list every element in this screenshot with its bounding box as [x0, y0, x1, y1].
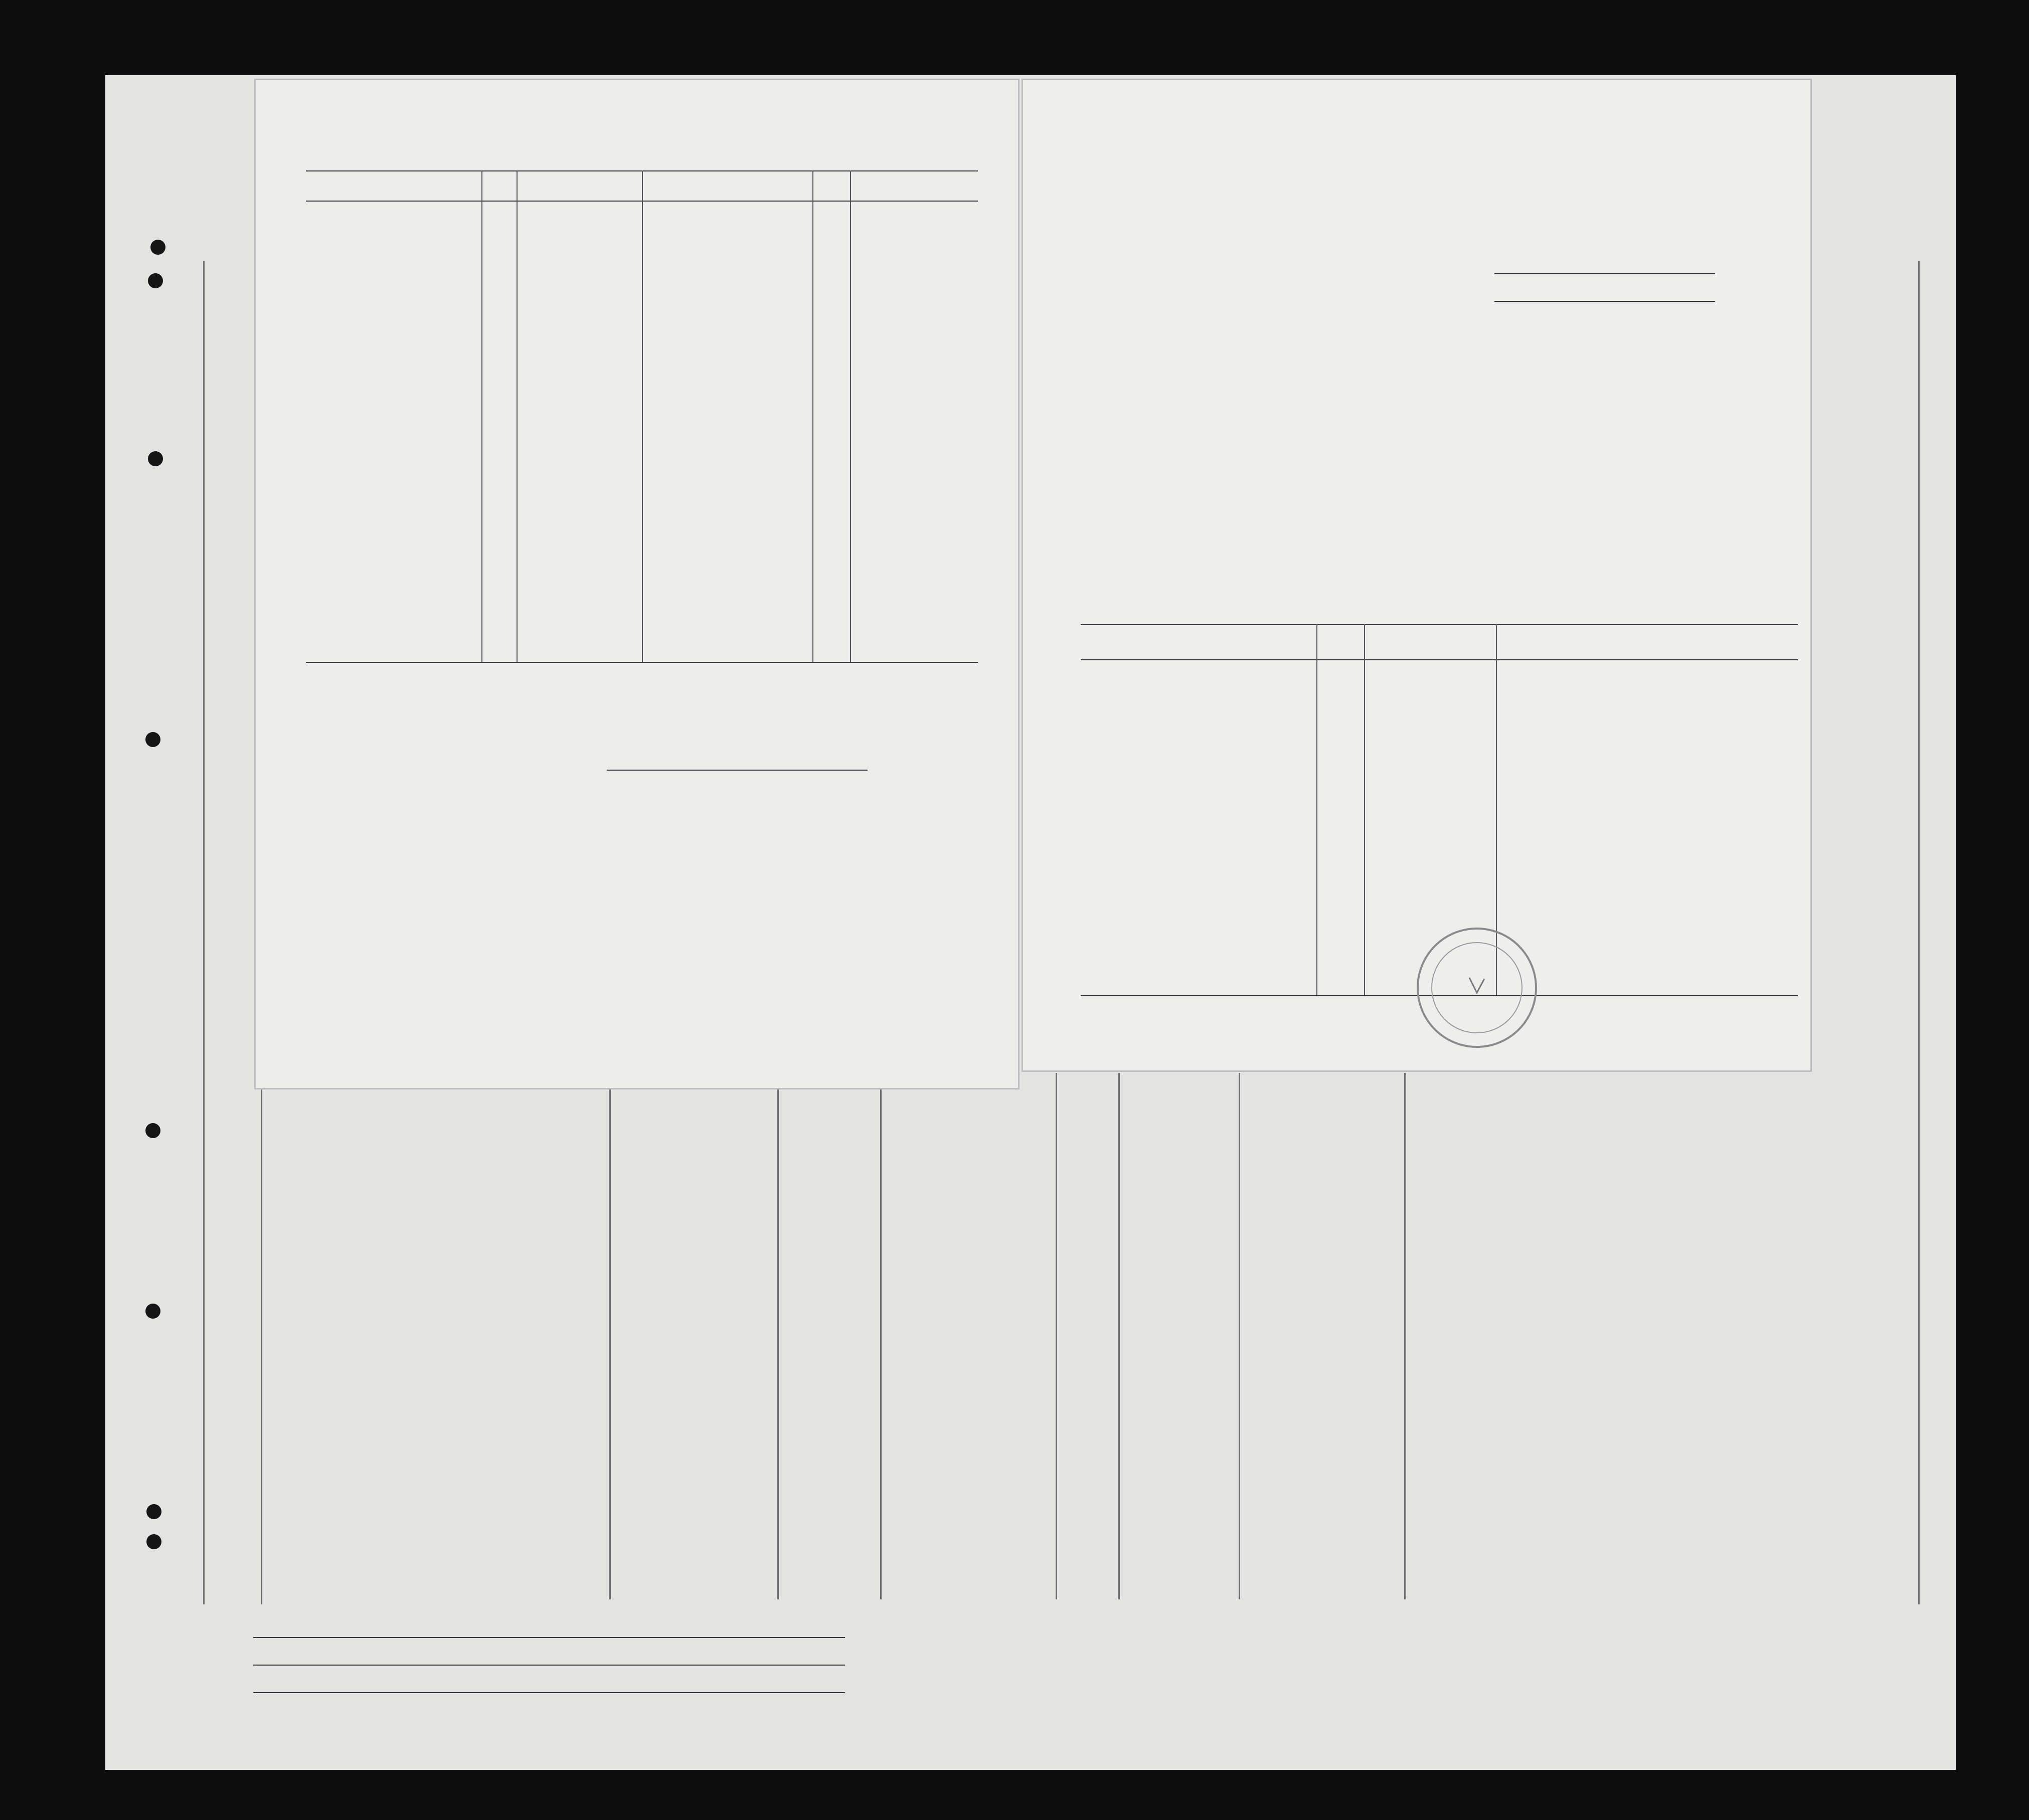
desert-col	[1316, 624, 1317, 995]
binder-hole	[150, 240, 165, 255]
desert-col	[1364, 624, 1365, 995]
table-col	[812, 170, 813, 662]
base-col-divider	[880, 1073, 882, 1599]
binder-hole	[145, 732, 160, 747]
binder-hole	[146, 1534, 161, 1549]
binder-hole	[148, 273, 163, 288]
base-col-divider	[203, 261, 205, 1604]
table-col	[481, 170, 482, 662]
table-rule	[306, 662, 978, 663]
footer-rule	[253, 1665, 845, 1666]
base-col-divider	[1404, 1073, 1406, 1599]
base-col-divider	[1056, 1073, 1057, 1599]
seamen-signed-on-page	[256, 80, 1018, 1088]
table-col	[517, 170, 518, 662]
footer-rule	[253, 1637, 845, 1638]
binder-hole	[145, 1304, 160, 1319]
base-col-divider	[777, 1073, 779, 1599]
table-col	[850, 170, 851, 662]
base-col-divider	[1118, 1073, 1120, 1599]
desert-rule	[1081, 659, 1798, 660]
official-seal-icon	[1414, 923, 1540, 1053]
signature-rule	[607, 770, 868, 771]
base-col-divider	[1239, 1073, 1240, 1599]
footer-rule	[253, 1692, 845, 1693]
base-col-divider	[1918, 261, 1920, 1604]
table-col	[642, 170, 643, 662]
base-col-divider	[609, 1073, 611, 1599]
port-rule	[1494, 273, 1715, 274]
binder-hole	[145, 1123, 160, 1138]
date-rule	[1494, 301, 1715, 302]
binder-hole	[146, 1504, 161, 1519]
master-statement-page	[1023, 80, 1810, 1070]
binder-hole	[148, 451, 163, 466]
desert-rule	[1081, 624, 1798, 625]
